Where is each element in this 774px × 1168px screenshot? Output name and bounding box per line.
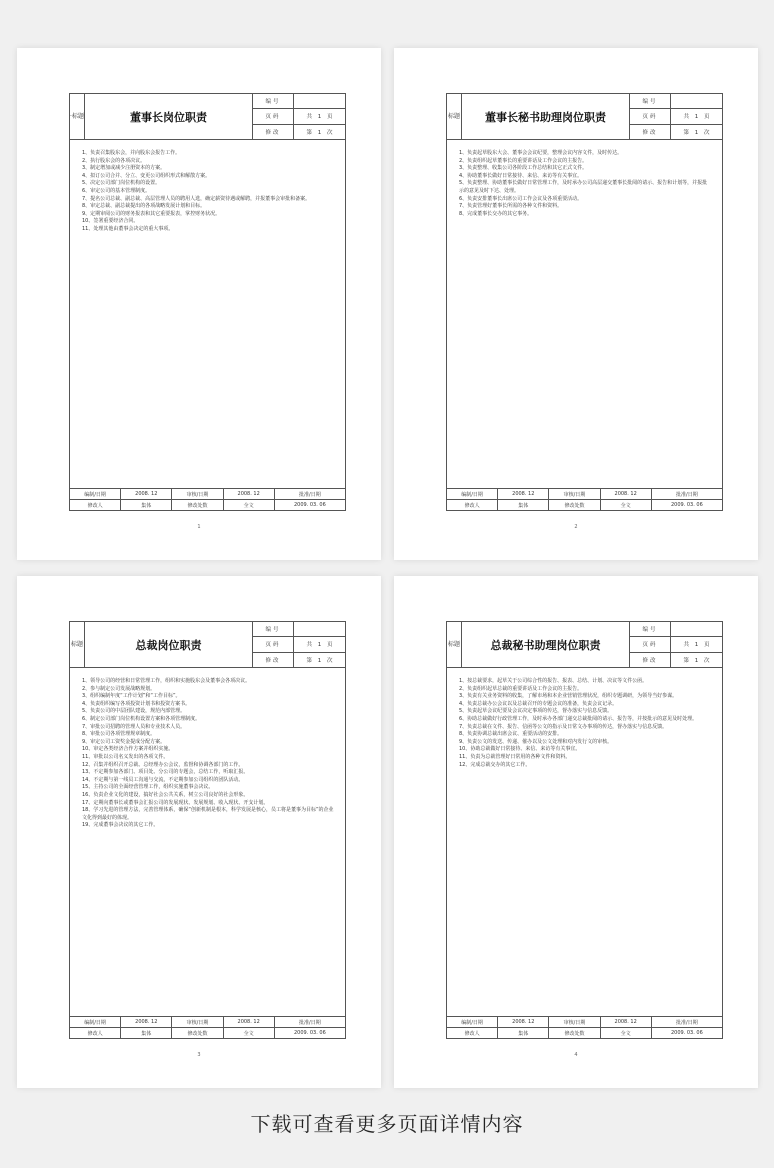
- meta-row: [253, 94, 345, 109]
- duty-item: 7、负责总裁在文件、报告、信函等公文的指示及日常文办事项的传达，督办落实与信息反馈。: [459, 723, 668, 730]
- duty-item: 3、制定增加或减少注册资本的方案。: [82, 165, 166, 172]
- footer-cell: 审核/日期: [549, 489, 600, 499]
- meta-value: [671, 622, 722, 636]
- duty-item: 4、拟订公司合并、分立、变更公司组织形式和解散方案。: [82, 172, 211, 179]
- footer-cell: 编制/日期: [70, 1017, 121, 1027]
- duty-item: 11、审批以公司名义发出的各项文件。: [82, 753, 169, 760]
- form-frame: [69, 93, 346, 511]
- footer-cell: 2008. 12: [121, 1017, 172, 1027]
- title-label-char: 标: [71, 113, 78, 120]
- footer-cell: 2009. 03. 06: [293, 502, 326, 508]
- form-header: [447, 622, 722, 668]
- footer-cell: 修改人: [70, 500, 121, 510]
- duty-item: 6、负责安排董事长出席公司工作会议及各项重要活动。: [459, 195, 583, 202]
- footer-cell: 修改处数: [172, 500, 223, 510]
- footer-cell: 集体: [121, 1028, 172, 1038]
- page-title: 董事长岗位职责: [85, 94, 253, 139]
- duty-item: 10、审定各类经济合作方案并组织实施。: [82, 746, 174, 753]
- footer-row: [447, 500, 722, 510]
- duty-item: 19、完成董事会决议的其它工作。: [82, 822, 159, 829]
- footer-cell: 修改人: [447, 1028, 498, 1038]
- duty-list: [459, 150, 712, 218]
- meta-row: [630, 637, 722, 652]
- duty-item: 4、负责总裁办公会议以及总裁召开的专题会议的准备，负责会议记录。: [459, 700, 618, 707]
- duty-item: 1、负责起草股东大会、董事会会议纪要，整理会议内容文件，及时传达。: [459, 150, 623, 156]
- footer-cell: 修改处数: [172, 1028, 223, 1038]
- footer-row: [70, 1028, 345, 1038]
- meta-value: 第 1 次: [683, 129, 710, 136]
- form-footer: [70, 488, 345, 510]
- meta-value: 共 1 页: [306, 642, 333, 649]
- duty-item: 17、定期向董事长或董事会汇报公司的发展现状、发展规划、收入现状、开支计划。: [82, 799, 269, 806]
- meta-key: 页码: [630, 637, 671, 651]
- page-title: 总裁秘书助理岗位职责: [462, 622, 630, 667]
- duty-item: 4、负责组织编写各项投资计划书和投资方案书。: [82, 700, 191, 707]
- duty-item: 10、签署重要经济合同。: [82, 218, 139, 225]
- footer-cell: 2008. 12: [601, 489, 652, 499]
- document-page-1[interactable]: [17, 48, 381, 560]
- duty-item: 3、负责整理、收集公司各阶段工作总结和其它正式文件。: [459, 165, 588, 172]
- duty-list: [459, 678, 712, 769]
- duty-list-area: [447, 140, 722, 480]
- footer-cell: 批准/日期: [299, 1019, 321, 1026]
- meta-value: 第 1 次: [306, 129, 333, 136]
- meta-table: [253, 94, 345, 139]
- footer-cell: 修改处数: [549, 1028, 600, 1038]
- meta-table: [253, 622, 345, 667]
- footer-cell: 批准/日期: [676, 491, 698, 498]
- page-number: 1: [197, 524, 201, 530]
- duty-item: 8、完成董事长交办的其它事务。: [459, 210, 533, 217]
- meta-key: 修改: [630, 653, 671, 667]
- title-label-char: 题: [77, 641, 84, 648]
- meta-row: [253, 622, 345, 637]
- duty-list-area: [70, 140, 345, 480]
- duty-item: 10、协助总裁做好日常接待、来信、来访等有关事宜。: [459, 746, 581, 753]
- footer-cell: 2008. 12: [224, 1017, 275, 1027]
- duty-list-area: [447, 668, 722, 1008]
- duty-item: 7、负责管理好董事长所需的各种文件和资料。: [459, 203, 563, 210]
- duty-item: 7、提名公司总裁、副总裁、高层管理人员的聘用人选，确定薪资待遇或解聘，并报董事会审批和备案。: [82, 195, 311, 202]
- footer-cell: 2009. 03. 06: [670, 502, 703, 508]
- duty-item: 8、负责协调总裁出席会议、重要活动的安排。: [459, 731, 563, 738]
- title-label-char: 题: [454, 641, 461, 648]
- title-label: [447, 94, 462, 139]
- meta-row: [253, 125, 345, 139]
- document-page-3[interactable]: [17, 576, 381, 1088]
- meta-key: 编号: [253, 94, 294, 108]
- form-header: [70, 94, 345, 140]
- duty-item: 8、审定总裁、副总裁提出的各项战略发展计划和目标。: [82, 203, 206, 210]
- duty-item: 11、负责为总裁管理好日常用的各种文件和资料。: [459, 753, 571, 760]
- form-footer: [447, 1016, 722, 1038]
- meta-row: [630, 94, 722, 109]
- footer-cell: 集体: [121, 500, 172, 510]
- document-page-4[interactable]: [394, 576, 758, 1088]
- meta-row: [253, 653, 345, 667]
- meta-row: [630, 125, 722, 139]
- duty-item: 5、负责整理、协助董事长做好日常管理工作，及时承办公司高层递交董事长批阅的请示、报告和计划等，并报批示的意见及时下达、处理。: [459, 180, 708, 194]
- meta-key: 修改: [253, 125, 294, 139]
- meta-row: [630, 622, 722, 637]
- duty-item: 15、主持公司的全面经营管理工作，组织实施董事会决议。: [82, 784, 214, 791]
- duty-item: 4、协助董事长做好日常接待、来信、来访等有关事宜。: [459, 172, 583, 179]
- meta-row: [253, 109, 345, 124]
- duty-item: 2、参与制定公司发展战略规划。: [82, 685, 156, 692]
- page-number: 3: [197, 1052, 201, 1058]
- duty-item: 1、领导公司的经营和日常管理工作，组织和实施股东会及董事会各项决议。: [82, 678, 251, 684]
- form-frame: [446, 621, 723, 1039]
- meta-value: 共 1 页: [683, 642, 710, 649]
- title-label: [70, 94, 85, 139]
- footer-cell: 全文: [224, 1028, 275, 1038]
- meta-value: 共 1 页: [306, 114, 333, 121]
- duty-item: 2、执行股东会的各项决议。: [82, 157, 146, 164]
- duty-item: 16、负责企业文化的建设，搞好社会公共关系，树立公司良好的社会形象。: [82, 791, 249, 798]
- meta-value: [671, 94, 722, 108]
- form-footer: [70, 1016, 345, 1038]
- duty-item: 1、负责召集股东会，并向股东会报告工作。: [82, 150, 181, 156]
- footer-row: [447, 489, 722, 500]
- footer-cell: 批准/日期: [299, 491, 321, 498]
- duty-item: 14、不定期与第一线员工沟通与交流，不定期参加公司组织的团队活动。: [82, 776, 244, 783]
- page-title: 董事长秘书助理岗位职责: [462, 94, 630, 139]
- footer-row: [70, 1017, 345, 1028]
- footer-cell: 编制/日期: [447, 489, 498, 499]
- form-footer: [447, 488, 722, 510]
- duty-item: 13、不定期参加各部门、项目处、分公司的专题会，总结工作，听取汇报。: [82, 769, 249, 776]
- meta-value: 共 1 页: [683, 114, 710, 121]
- title-label-char: 标: [447, 641, 454, 648]
- duty-item: 11、处理其他由董事会决定的重大事项。: [82, 225, 174, 232]
- footer-cell: 编制/日期: [70, 489, 121, 499]
- meta-value: 第 1 次: [306, 657, 333, 664]
- meta-value: [294, 94, 345, 108]
- document-page-2[interactable]: [394, 48, 758, 560]
- footer-cell: 全文: [601, 1028, 652, 1038]
- duty-item: 18、学习先进的管理方法，完善管理体系，确保“创新机制是根本，科学发展是核心，员工将是董事为目标”的企业文化得到最好的体现。: [82, 807, 334, 821]
- footer-cell: 修改人: [447, 500, 498, 510]
- footer-cell: 2009. 03. 06: [293, 1030, 326, 1036]
- duty-item: 9、负责公文的发送、传递、催办以及公文处理和对内发行文的审核。: [459, 738, 613, 745]
- footer-cell: 集体: [498, 500, 549, 510]
- footer-cell: 2008. 12: [498, 1017, 549, 1027]
- footer-cell: 2008. 12: [601, 1017, 652, 1027]
- duty-item: 8、审批公司各项管理规章制度。: [82, 731, 156, 738]
- footer-cell: 2009. 03. 06: [670, 1030, 703, 1036]
- form-header: [70, 622, 345, 668]
- footer-cell: 2008. 12: [224, 489, 275, 499]
- title-label-char: ·: [70, 113, 72, 120]
- duty-item: 6、制定公司部门岗位机构设置方案和各项管理制度。: [82, 715, 201, 722]
- form-frame: [446, 93, 723, 511]
- duty-item: 2、负责组织起草董事长的重要讲话及工作会议的主报告。: [459, 157, 588, 164]
- meta-value: 第 1 次: [683, 657, 710, 664]
- footer-cell: 审核/日期: [172, 1017, 223, 1027]
- footer-row: [447, 1028, 722, 1038]
- meta-key: 修改: [630, 125, 671, 139]
- footer-cell: 修改处数: [549, 500, 600, 510]
- meta-key: 页码: [253, 637, 294, 651]
- duty-item: 12、召集并组织召开总裁、总经理办公会议，监督和协调各部门的工作。: [82, 761, 244, 768]
- footer-cell: 全文: [601, 500, 652, 510]
- footer-row: [70, 500, 345, 510]
- duty-list: [82, 150, 335, 234]
- duty-item: 7、审批公司招聘的管理人员和专业技术人员。: [82, 723, 186, 730]
- meta-key: 页码: [630, 109, 671, 123]
- duty-item: 5、决定公司部门岗位机构的设置。: [82, 180, 161, 187]
- title-label-char: 标: [447, 113, 454, 120]
- meta-value: [294, 622, 345, 636]
- duty-item: 6、审定公司的基本管理制度。: [82, 187, 151, 194]
- footer-cell: 集体: [498, 1028, 549, 1038]
- duty-list: [82, 678, 335, 830]
- duty-item: 5、负责起草会议纪要及会议决定事项的传达，督办落实与信息反馈。: [459, 708, 613, 715]
- title-label-char: 标: [70, 641, 77, 648]
- page-title: 总裁岗位职责: [85, 622, 253, 667]
- meta-key: 修改: [253, 653, 294, 667]
- meta-table: [630, 622, 722, 667]
- meta-table: [630, 94, 722, 139]
- duty-item: 3、负责有关业务资料的收集，了解市场和本企业营销管理状况，组织专题调研，为领导当好参谋。: [459, 693, 678, 700]
- title-label-char: 题: [454, 113, 461, 120]
- footer-cell: 2008. 12: [498, 489, 549, 499]
- footer-cell: 编制/日期: [447, 1017, 498, 1027]
- footer-row: [70, 489, 345, 500]
- duty-item: 12、完成总裁交办的其它工作。: [459, 761, 531, 768]
- footer-cell: 修改人: [70, 1028, 121, 1038]
- duty-item: 6、协助总裁做好行政管理工作，及时承办各部门递交总裁批阅的请示、报告等，并按批示的意见及时处理。: [459, 715, 698, 722]
- footer-cell: 审核/日期: [172, 489, 223, 499]
- footer-cell: 审核/日期: [549, 1017, 600, 1027]
- meta-row: [253, 637, 345, 652]
- meta-row: [630, 653, 722, 667]
- meta-key: 编号: [630, 622, 671, 636]
- duty-item: 1、按总裁要求，起草关于公司综合性的报告、报表、总结、计划、决议等文件公函。: [459, 678, 648, 684]
- meta-row: [630, 109, 722, 124]
- duty-list-area: [70, 668, 345, 1008]
- title-label: [447, 622, 462, 667]
- form-frame: [69, 621, 346, 1039]
- duty-item: 9、审定公司工资奖金提成分配方案。: [82, 738, 166, 745]
- duty-item: 5、负责公司的中层团队建设，规范内部管理。: [82, 708, 186, 715]
- page-number: 2: [574, 524, 578, 530]
- footer-cell: 2008. 12: [121, 489, 172, 499]
- footer-cell: 全文: [224, 500, 275, 510]
- title-label: [70, 622, 85, 667]
- page-number: 4: [574, 1052, 578, 1058]
- duty-item: 9、定期审阅公司的财务报表和其它重要报表，掌控财务状况。: [82, 210, 221, 217]
- footer-cell: 批准/日期: [676, 1019, 698, 1026]
- meta-key: 编号: [630, 94, 671, 108]
- download-caption: 下载可查看更多页面详情内容: [250, 1112, 524, 1136]
- footer-row: [447, 1017, 722, 1028]
- duty-item: 2、负责组织起草总裁的重要讲话及工作会议的主报告。: [459, 685, 583, 692]
- meta-key: 页码: [253, 109, 294, 123]
- duty-item: 3、组织编制年度“工作计划”和“工作目标”。: [82, 693, 181, 700]
- title-label-char: 题: [77, 113, 84, 120]
- form-header: [447, 94, 722, 140]
- meta-key: 编号: [253, 622, 294, 636]
